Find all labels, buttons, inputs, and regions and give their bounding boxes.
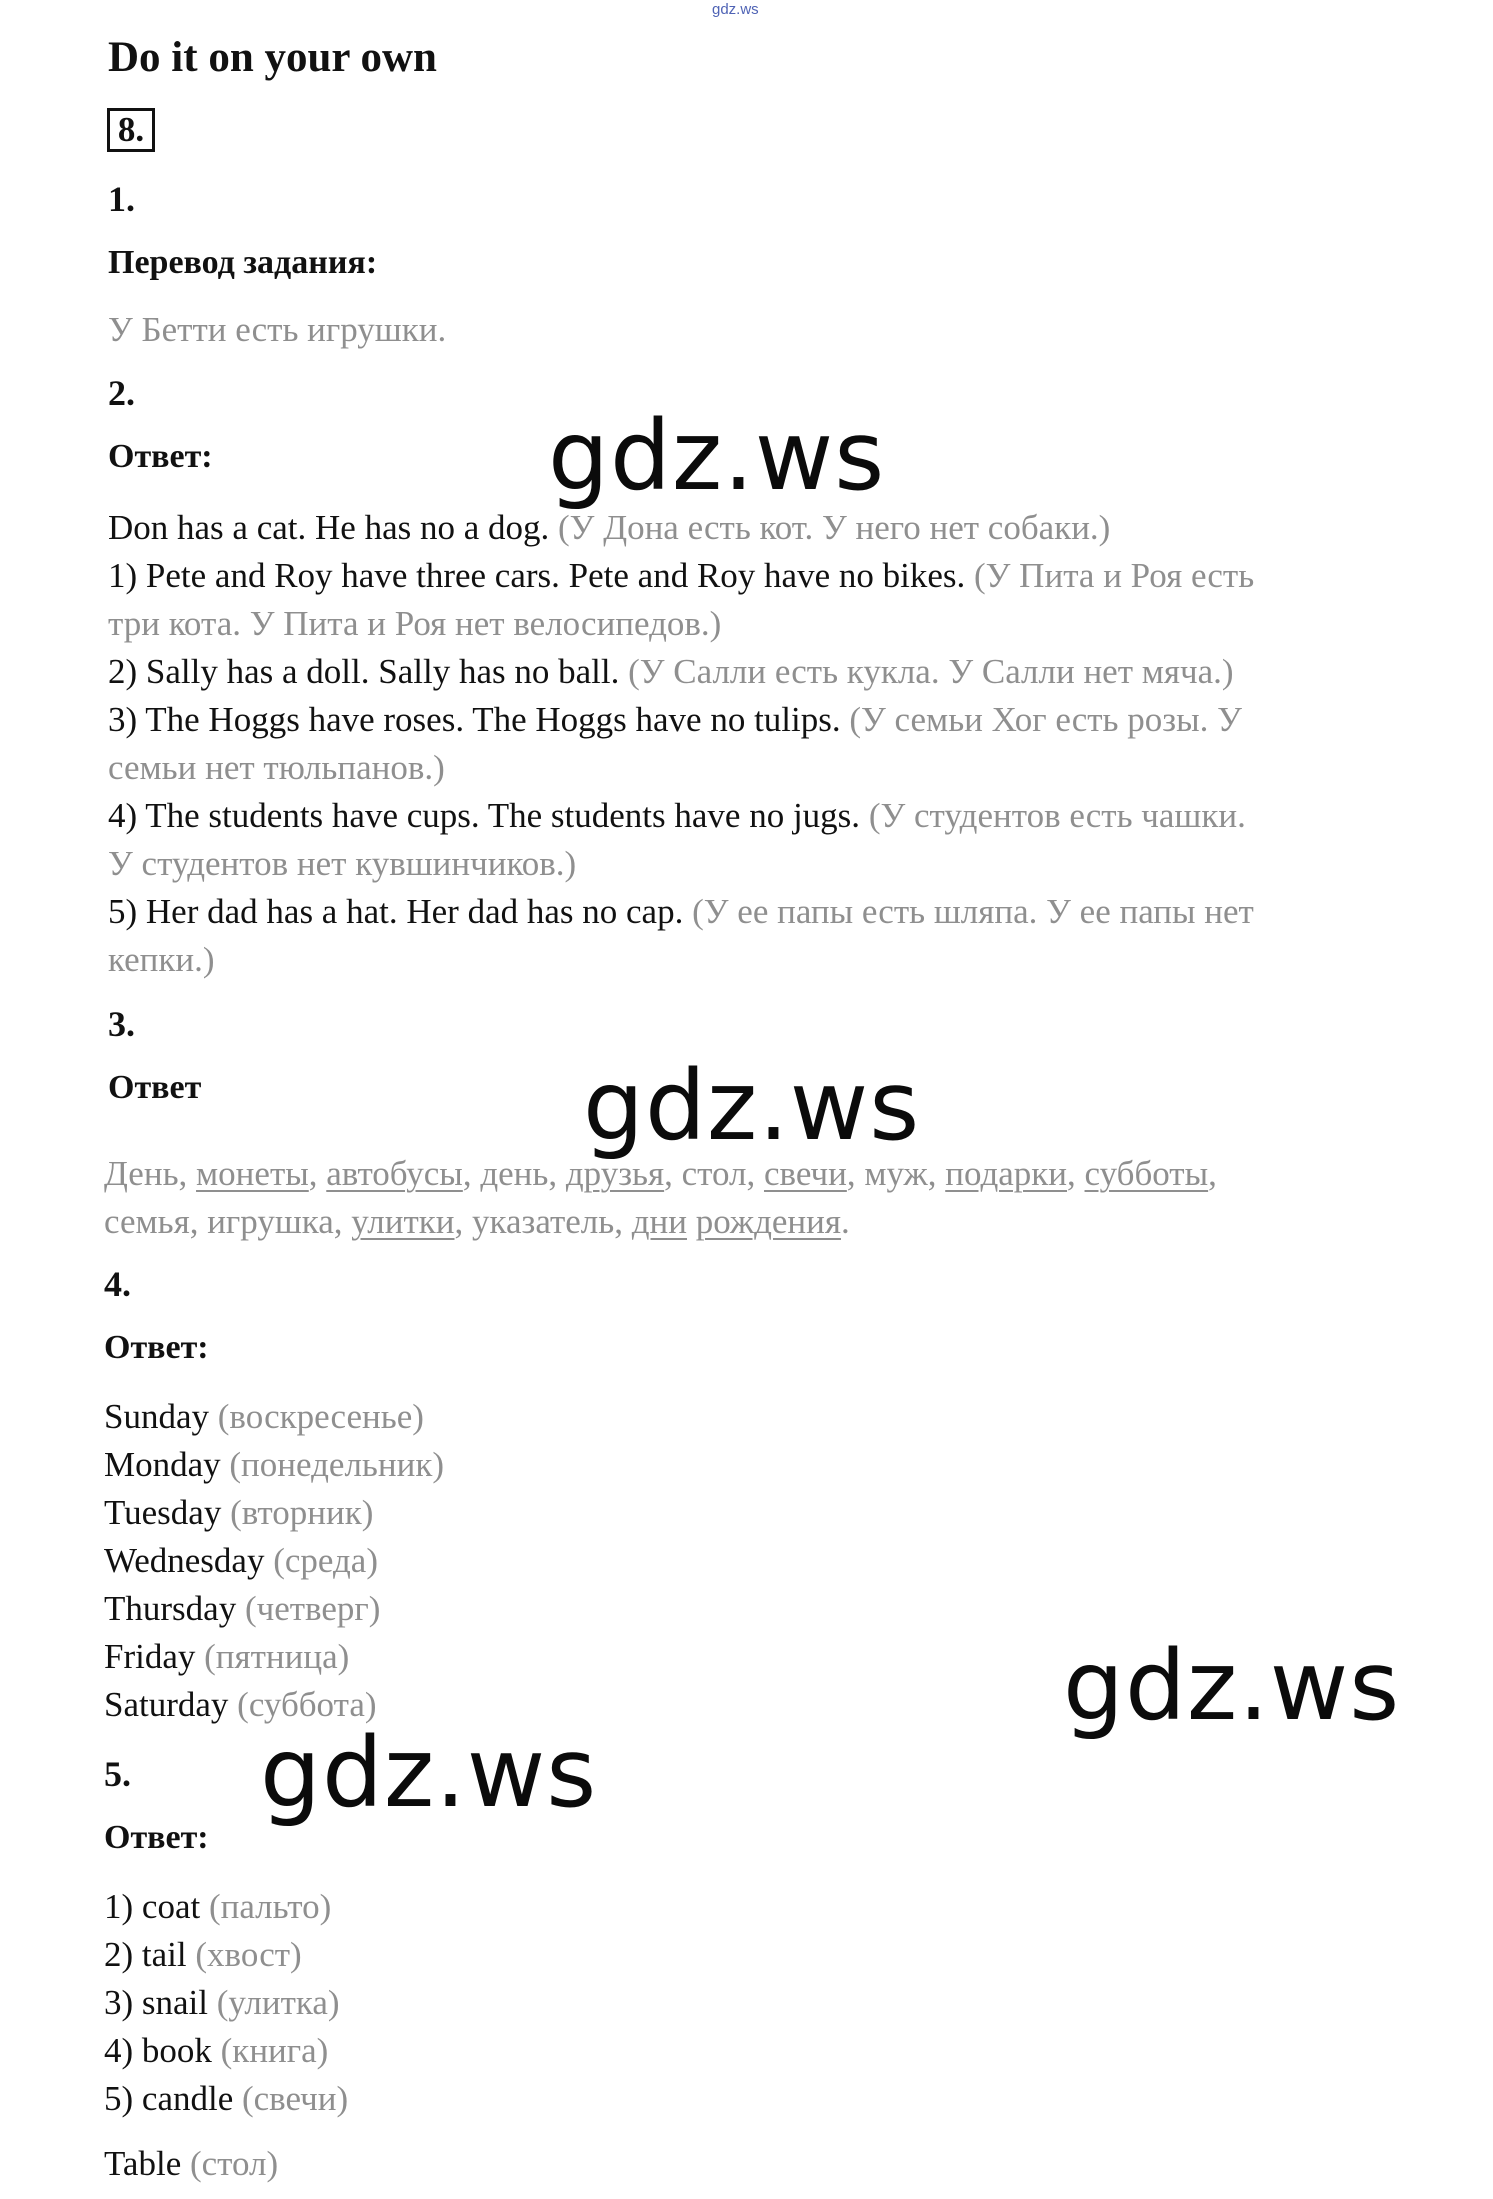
answer-ru: (У ее папы есть шляпа. У ее папы нет (683, 892, 1254, 931)
exercise-2-number: 2. (108, 373, 135, 413)
answer-ru: три кота. У Пита и Роя нет велосипедов.) (108, 604, 722, 643)
answer-ru: (понедельник) (220, 1445, 444, 1484)
answer-en: 3) snail (104, 1983, 209, 2022)
exercise-3-number: 3. (108, 1004, 135, 1044)
answer-en: Saturday (104, 1685, 229, 1724)
exercise-2-line (108, 696, 1242, 744)
exercise-1-number: 1. (108, 179, 135, 219)
exercise-2-line (108, 792, 1246, 840)
answer-ru: (У студентов есть чашки. (860, 796, 1246, 835)
answer-ru: (стол) (181, 2144, 279, 2183)
answer-ru: (пятница) (195, 1637, 350, 1676)
answer-ru: (У Салли есть кукла. У Салли нет мяча.) (619, 652, 1234, 691)
exercise-2-line (108, 648, 1234, 696)
underlined-word: улитки (351, 1202, 455, 1241)
exercise-5-line (104, 1931, 302, 1979)
word: , день, (462, 1154, 566, 1193)
exercise-5-extra-line (104, 2140, 278, 2188)
exercise-5-line (104, 1883, 331, 1931)
exercise-1-text: У Бетти есть игрушки. (108, 310, 447, 349)
exercise-4-line (104, 1585, 380, 1633)
watermark: gdz.ws (260, 1717, 598, 1829)
answer-en: 5) Her dad has a hat. Her dad has no cap. (108, 892, 684, 931)
answer-en: 1) coat (104, 1887, 201, 1926)
answer-ru: (среда) (264, 1541, 378, 1580)
exercise-4-label: Ответ: (104, 1329, 209, 1366)
exercise-5-number: 5. (104, 1754, 131, 1794)
exercise-2-label: Ответ: (108, 438, 213, 475)
answer-ru: (четверг) (236, 1589, 381, 1628)
exercise-2-line (108, 936, 215, 984)
underlined-word: свечи (763, 1154, 847, 1193)
underlined-word: подарки (945, 1154, 1068, 1193)
answer-ru: У студентов нет кувшинчиков.) (108, 844, 577, 883)
answer-ru: (улитка) (208, 1983, 340, 2022)
answer-ru: (свечи) (233, 2079, 349, 2118)
answer-ru: (книга) (211, 2031, 329, 2070)
exercise-4-line (104, 1489, 373, 1537)
answer-en: Friday (104, 1637, 196, 1676)
word: , (308, 1154, 327, 1193)
underlined-word: монеты (196, 1154, 309, 1193)
answer-ru: (пальто) (200, 1887, 332, 1926)
exercise-5-line (104, 1979, 340, 2027)
watermark: gdz.ws (583, 1050, 921, 1162)
exercise-3-line-2 (104, 1198, 850, 1246)
task-number-box: 8. (107, 108, 155, 152)
word: , указатель, (454, 1202, 632, 1241)
answer-en: 4) The students have cups. The students have no jugs. (108, 796, 861, 835)
exercise-4-line (104, 1537, 378, 1585)
watermark: gdz.ws (548, 400, 886, 512)
answer-ru: кепки.) (108, 940, 215, 979)
answer-en: 5) candle (104, 2079, 234, 2118)
answer-ru: (У семьи Хог есть розы. У (840, 700, 1242, 739)
answer-ru: (воскресенье) (209, 1397, 424, 1436)
word: , (1208, 1154, 1217, 1193)
answer-en: 3) The Hoggs have roses. The Hoggs have no tulips. (108, 700, 841, 739)
exercise-2-line (108, 552, 1254, 600)
answer-en: Sunday (104, 1397, 209, 1436)
underlined-word: автобусы (326, 1154, 463, 1193)
exercise-2-line (108, 888, 1254, 936)
word (687, 1202, 696, 1241)
word: , стол, (664, 1154, 764, 1193)
answer-ru: (вторник) (221, 1493, 374, 1532)
answer-ru: (суббота) (228, 1685, 377, 1724)
word: День, (104, 1154, 197, 1193)
exercise-5-line (104, 2027, 328, 2075)
watermark: gdz.ws (1063, 1630, 1401, 1742)
exercise-5-line (104, 2075, 348, 2123)
underlined-word: рождения (695, 1202, 841, 1241)
exercise-4-line (104, 1441, 444, 1489)
answer-en: 4) book (104, 2031, 212, 2070)
answer-ru: (У Пита и Роя есть (965, 556, 1255, 595)
exercise-2-line (108, 600, 721, 648)
underlined-word: друзья (565, 1154, 665, 1193)
answer-ru: (У Дона есть кот. У него нет собаки.) (549, 508, 1111, 547)
exercise-2-line (108, 840, 576, 888)
exercise-5-label: Ответ: (104, 1819, 209, 1856)
exercise-4-number: 4. (104, 1264, 131, 1304)
page-title: Do it on your own (108, 34, 437, 81)
answer-en: 1) Pete and Roy have three cars. Pete and Roy have no bikes. (108, 556, 966, 595)
word: , муж, (846, 1154, 946, 1193)
exercise-3-label: Ответ (108, 1069, 202, 1106)
answer-en: 2) Sally has a doll. Sally has no ball. (108, 652, 620, 691)
answer-en: Table (104, 2144, 182, 2183)
underlined-word: дни (631, 1202, 688, 1241)
exercise-4-line (104, 1633, 349, 1681)
answer-ru: (хвост) (186, 1935, 302, 1974)
exercise-2-line (108, 744, 445, 792)
word: . (840, 1202, 850, 1241)
answer-en: 2) tail (104, 1935, 187, 1974)
answer-ru: семьи нет тюльпанов.) (108, 748, 445, 787)
answer-en: Don has a cat. He has no a dog. (108, 508, 550, 547)
exercise-4-line (104, 1393, 424, 1441)
underlined-word: субботы (1084, 1154, 1209, 1193)
answer-en: Tuesday (104, 1493, 222, 1532)
exercise-1-label: Перевод задания: (108, 244, 378, 281)
answer-en: Monday (104, 1445, 221, 1484)
answer-en: Wednesday (104, 1541, 265, 1580)
word: , (1067, 1154, 1085, 1193)
answer-en: Thursday (104, 1589, 237, 1628)
top-watermark: gdz.ws (712, 1, 759, 18)
word: семья, игрушка, (104, 1202, 352, 1241)
